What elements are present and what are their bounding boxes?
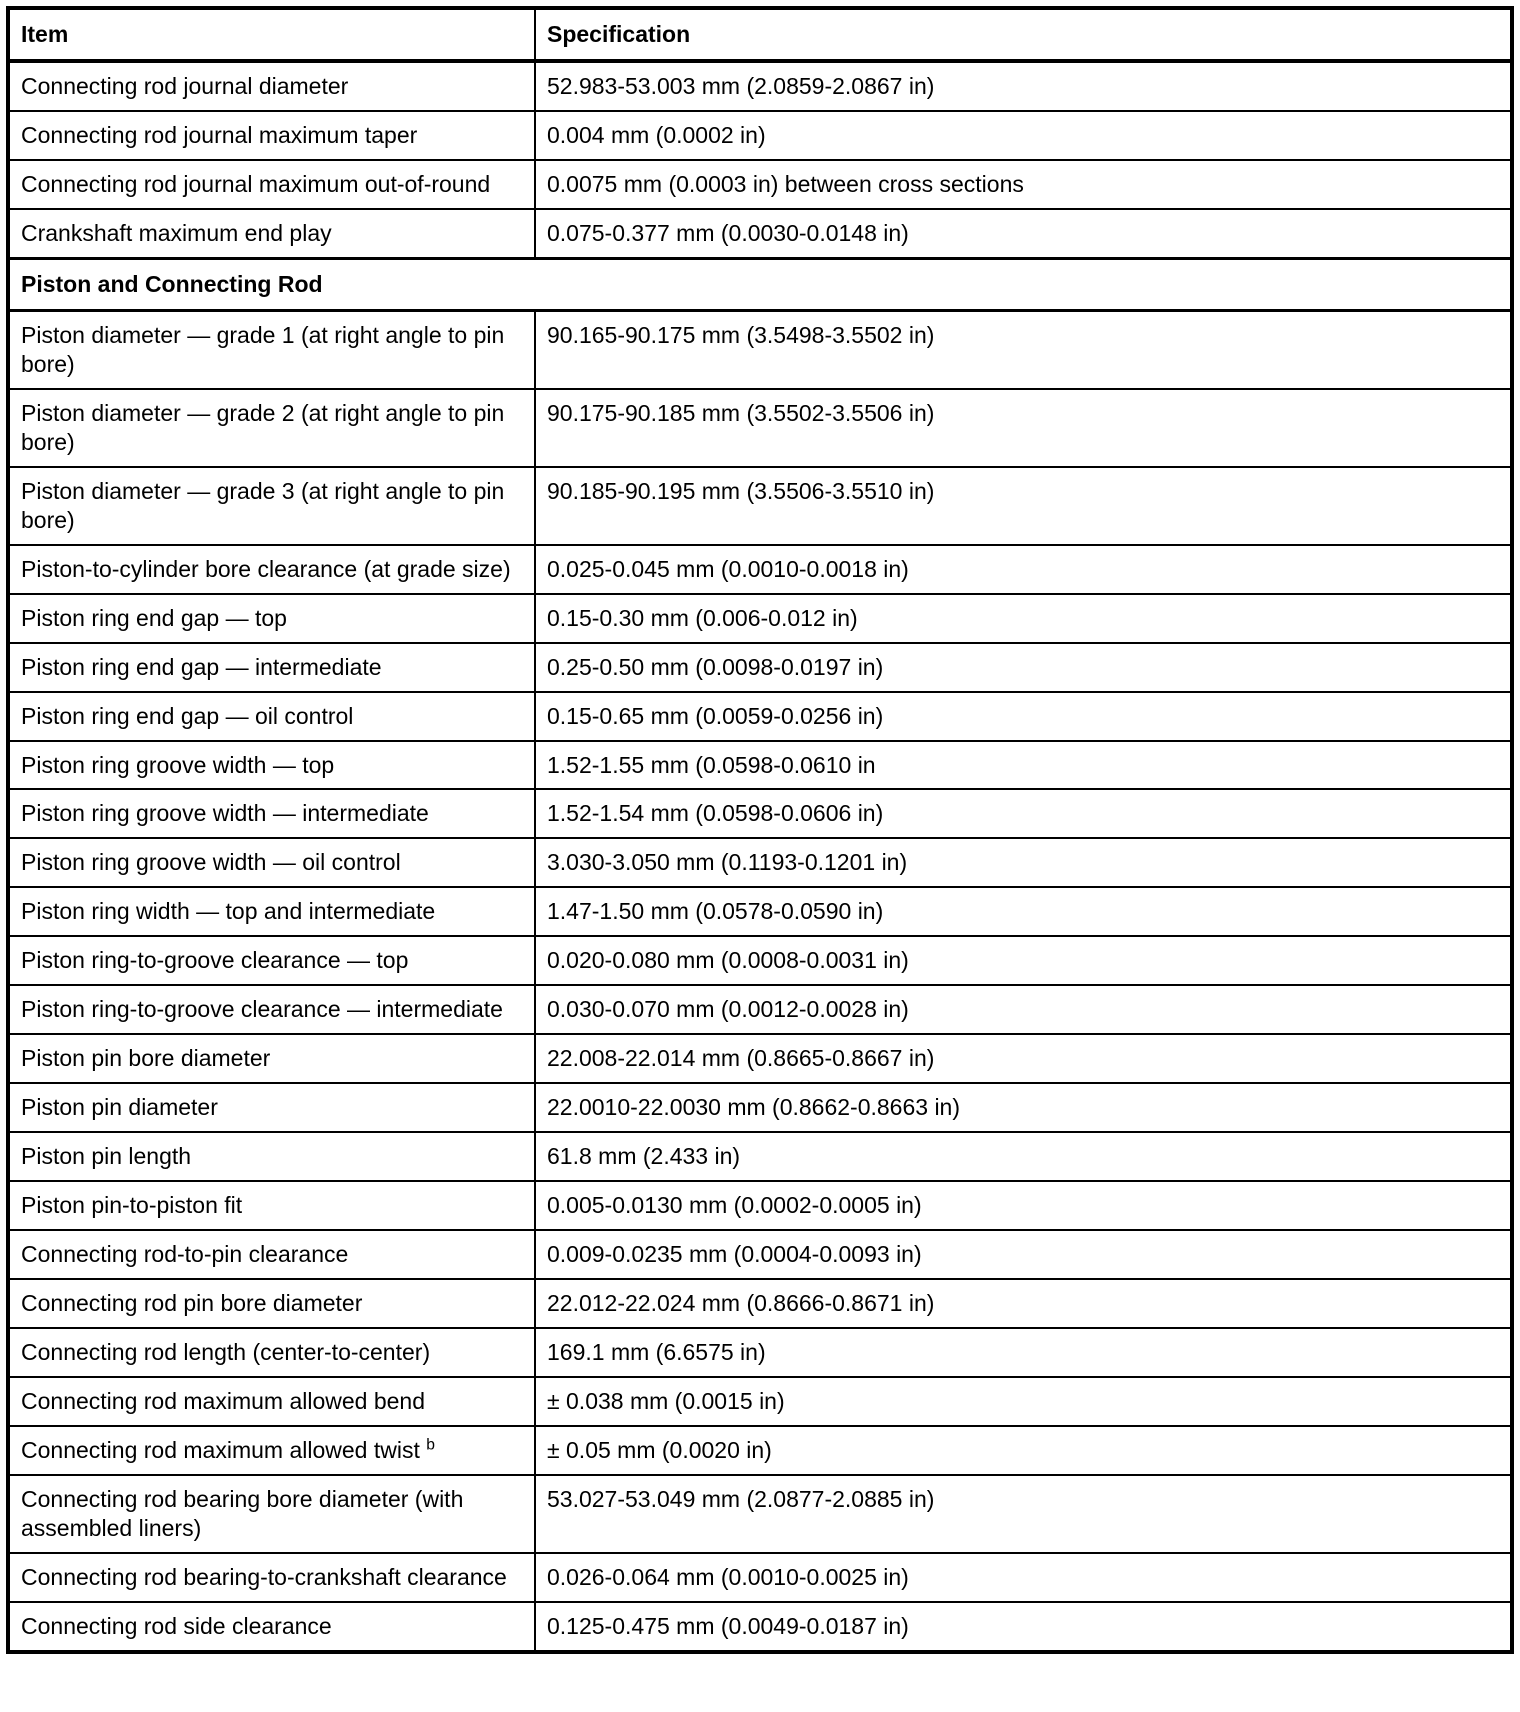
item-label: Connecting rod side clearance [21, 1612, 332, 1639]
spec-cell: 3.030-3.050 mm (0.1193-0.1201 in) [535, 838, 1512, 887]
spec-cell: 0.020-0.080 mm (0.0008-0.0031 in) [535, 936, 1512, 985]
item-label: Connecting rod maximum allowed twist [21, 1437, 420, 1464]
item-cell [8, 838, 535, 887]
table-body [8, 61, 1512, 1652]
item-label: Piston ring width — top and intermediate [21, 898, 436, 925]
section-title: Piston and Connecting Rod [8, 258, 1512, 310]
item-label: Piston ring-to-groove clearance — top [21, 947, 409, 974]
spec-cell: 0.15-0.65 mm (0.0059-0.0256 in) [535, 692, 1512, 741]
item-label: Connecting rod bearing bore diameter (with assembled liners) [21, 1486, 464, 1541]
table-row [8, 1328, 1512, 1377]
spec-cell: 53.027-53.049 mm (2.0877-2.0885 in) [535, 1475, 1512, 1553]
item-cell [8, 594, 535, 643]
table-row [8, 1083, 1512, 1132]
item-cell [8, 1083, 535, 1132]
item-label: Piston pin length [21, 1143, 192, 1170]
item-cell [8, 1230, 535, 1279]
item-cell [8, 310, 535, 388]
item-cell [8, 61, 535, 111]
item-label: Connecting rod length (center-to-center) [21, 1339, 431, 1366]
item-label: Connecting rod pin bore diameter [21, 1290, 363, 1317]
section-header-row [8, 258, 1512, 310]
item-label: Piston ring groove width — intermediate [21, 800, 429, 827]
table-row [8, 643, 1512, 692]
item-label: Piston pin bore diameter [21, 1045, 271, 1072]
item-cell [8, 1328, 535, 1377]
item-cell [8, 545, 535, 594]
spec-cell: 1.52-1.54 mm (0.0598-0.0606 in) [535, 789, 1512, 838]
spec-cell: 0.030-0.070 mm (0.0012-0.0028 in) [535, 985, 1512, 1034]
item-label: Piston ring end gap — oil control [21, 702, 354, 729]
table-row [8, 789, 1512, 838]
item-cell [8, 111, 535, 160]
spec-cell: 22.008-22.014 mm (0.8665-0.8667 in) [535, 1034, 1512, 1083]
table-row [8, 1181, 1512, 1230]
spec-cell: 52.983-53.003 mm (2.0859-2.0867 in) [535, 61, 1512, 111]
spec-cell: 0.125-0.475 mm (0.0049-0.0187 in) [535, 1602, 1512, 1652]
item-cell [8, 643, 535, 692]
spec-cell: 0.005-0.0130 mm (0.0002-0.0005 in) [535, 1181, 1512, 1230]
table-row [8, 1034, 1512, 1083]
table-row [8, 1602, 1512, 1652]
item-label: Connecting rod journal maximum out-of-round [21, 170, 491, 197]
table-row [8, 160, 1512, 209]
item-label: Piston diameter — grade 1 (at right angle to pin bore) [21, 321, 505, 377]
table-row [8, 1377, 1512, 1426]
specifications-table [6, 6, 1514, 1654]
spec-cell: 169.1 mm (6.6575 in) [535, 1328, 1512, 1377]
spec-cell: 0.15-0.30 mm (0.006-0.012 in) [535, 594, 1512, 643]
table-row [8, 594, 1512, 643]
table-row [8, 985, 1512, 1034]
item-label: Piston ring end gap — intermediate [21, 653, 382, 680]
item-cell [8, 1553, 535, 1602]
item-cell [8, 1377, 535, 1426]
item-label: Piston ring end gap — top [21, 604, 287, 631]
table-row [8, 545, 1512, 594]
table-row [8, 111, 1512, 160]
table-row [8, 1279, 1512, 1328]
item-cell [8, 160, 535, 209]
spec-cell: ± 0.05 mm (0.0020 in) [535, 1426, 1512, 1475]
item-cell [8, 741, 535, 790]
table-row [8, 1230, 1512, 1279]
item-cell [8, 389, 535, 467]
item-cell [8, 692, 535, 741]
item-cell [8, 1132, 535, 1181]
table-row [8, 467, 1512, 545]
spec-cell: 0.009-0.0235 mm (0.0004-0.0093 in) [535, 1230, 1512, 1279]
item-label: Piston pin-to-piston fit [21, 1192, 243, 1219]
item-label: Crankshaft maximum end play [21, 219, 332, 246]
table-row [8, 1426, 1512, 1475]
column-header-specification: Specification [535, 8, 1512, 61]
table-row [8, 936, 1512, 985]
spec-cell: 0.025-0.045 mm (0.0010-0.0018 in) [535, 545, 1512, 594]
spec-cell: 0.026-0.064 mm (0.0010-0.0025 in) [535, 1553, 1512, 1602]
item-cell [8, 887, 535, 936]
spec-cell: 22.0010-22.0030 mm (0.8662-0.8663 in) [535, 1083, 1512, 1132]
spec-cell: 90.165-90.175 mm (3.5498-3.5502 in) [535, 310, 1512, 388]
item-cell [8, 789, 535, 838]
table-row [8, 389, 1512, 467]
item-label: Connecting rod bearing-to-crankshaft clearance [21, 1563, 507, 1590]
item-cell [8, 936, 535, 985]
item-cell [8, 1279, 535, 1328]
item-label: Piston ring groove width — oil control [21, 849, 401, 876]
item-label: Piston diameter — grade 2 (at right angle to pin bore) [21, 399, 505, 455]
table-row [8, 887, 1512, 936]
item-cell [8, 1426, 535, 1475]
table-row [8, 1132, 1512, 1181]
item-label: Connecting rod journal diameter [21, 72, 349, 99]
item-cell [8, 209, 535, 258]
item-label: Piston diameter — grade 3 (at right angle to pin bore) [21, 477, 505, 533]
spec-cell: 0.25-0.50 mm (0.0098-0.0197 in) [535, 643, 1512, 692]
spec-cell: 22.012-22.024 mm (0.8666-0.8671 in) [535, 1279, 1512, 1328]
item-label: Piston ring-to-groove clearance — intermediate [21, 996, 503, 1023]
item-label: Connecting rod journal maximum taper [21, 121, 418, 148]
spec-cell: 90.175-90.185 mm (3.5502-3.5506 in) [535, 389, 1512, 467]
table-row [8, 209, 1512, 258]
item-label: Connecting rod maximum allowed bend [21, 1388, 425, 1415]
item-label: Piston ring groove width — top [21, 751, 335, 778]
table-row [8, 310, 1512, 388]
spec-cell: 0.075-0.377 mm (0.0030-0.0148 in) [535, 209, 1512, 258]
item-cell [8, 1602, 535, 1652]
spec-cell: ± 0.038 mm (0.0015 in) [535, 1377, 1512, 1426]
item-label: Piston-to-cylinder bore clearance (at grade size) [21, 555, 511, 582]
spec-cell: 1.52-1.55 mm (0.0598-0.0610 in [535, 741, 1512, 790]
spec-cell: 1.47-1.50 mm (0.0578-0.0590 in) [535, 887, 1512, 936]
item-cell [8, 467, 535, 545]
item-cell [8, 1181, 535, 1230]
item-cell [8, 1475, 535, 1553]
footnote-marker: b [426, 1436, 435, 1454]
item-label: Connecting rod-to-pin clearance [21, 1241, 349, 1268]
item-cell [8, 985, 535, 1034]
item-label: Piston pin diameter [21, 1094, 218, 1121]
table-row [8, 741, 1512, 790]
table-row [8, 838, 1512, 887]
table-row [8, 1475, 1512, 1553]
item-cell [8, 1034, 535, 1083]
column-header-item: Item [8, 8, 535, 61]
spec-cell: 0.004 mm (0.0002 in) [535, 111, 1512, 160]
spec-cell: 90.185-90.195 mm (3.5506-3.5510 in) [535, 467, 1512, 545]
table-row [8, 692, 1512, 741]
header-row [8, 8, 1512, 61]
table-row [8, 1553, 1512, 1602]
spec-cell: 0.0075 mm (0.0003 in) between cross sections [535, 160, 1512, 209]
spec-cell: 61.8 mm (2.433 in) [535, 1132, 1512, 1181]
table-row [8, 61, 1512, 111]
